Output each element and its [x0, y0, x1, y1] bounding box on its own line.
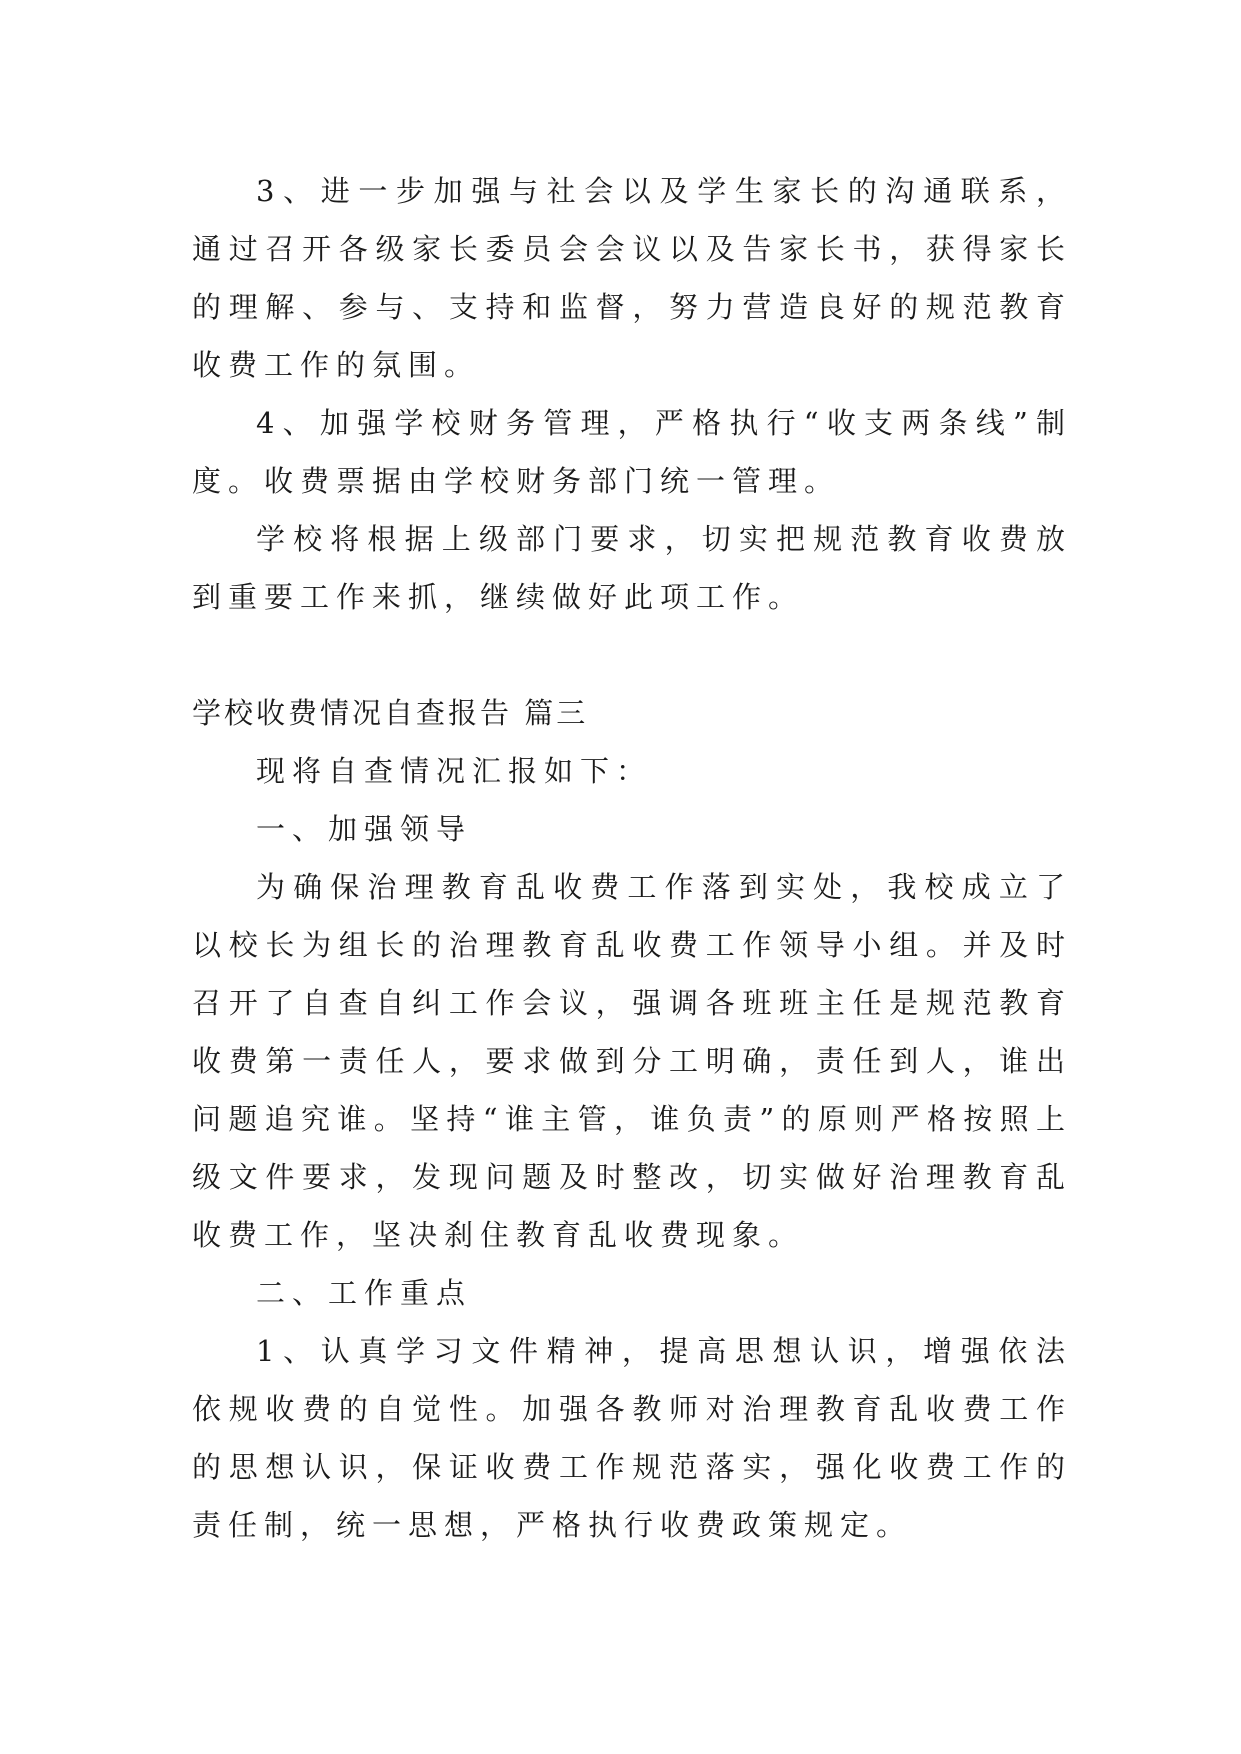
- paragraph-focus-1: 1、认真学习文件精神，提高思想认识，增强依法依规收费的自觉性。加强各教师对治理教育乱收费工作的思想认识，保证收费工作规范落实，强化收费工作的责任制，统一思想，严格执行收费政策规定。: [192, 1334, 1072, 1542]
- document-page: [192, 162, 1072, 1554]
- subheading-focus: 二、工作重点: [256, 1276, 473, 1310]
- paragraph-closing: 学校将根据上级部门要求，切实把规范教育收费放到重要工作来抓，继续做好此项工作。: [192, 522, 1072, 614]
- section-title: 学校收费情况自查报告 篇三: [192, 696, 589, 730]
- subheading-leadership: 一、加强领导: [256, 812, 473, 846]
- paragraph-item-4: 4、加强学校财务管理，严格执行“收支两条线”制度。收费票据由学校财务部门统一管理。: [192, 406, 1072, 498]
- paragraph-leadership: 为确保治理教育乱收费工作落到实处，我校成立了以校长为组长的治理教育乱收费工作领导小组。并及时召开了自查自纠工作会议，强调各班班主任是规范教育收费第一责任人，要求做到分工明确，责任到人，谁出问题追究谁。坚持“谁主管，谁负责”的原则严格按照上级文件要求，发现问题及时整改，切实做好治理教育乱收费工作，坚决刹住教育乱收费现象。: [192, 870, 1072, 1252]
- paragraph-item-3: 3、进一步加强与社会以及学生家长的沟通联系，通过召开各级家长委员会会议以及告家长书，获得家长的理解、参与、支持和监督，努力营造良好的规范教育收费工作的氛围。: [192, 174, 1072, 382]
- section-gap: [192, 626, 1072, 684]
- paragraph-intro: 现将自查情况汇报如下：: [256, 754, 653, 788]
